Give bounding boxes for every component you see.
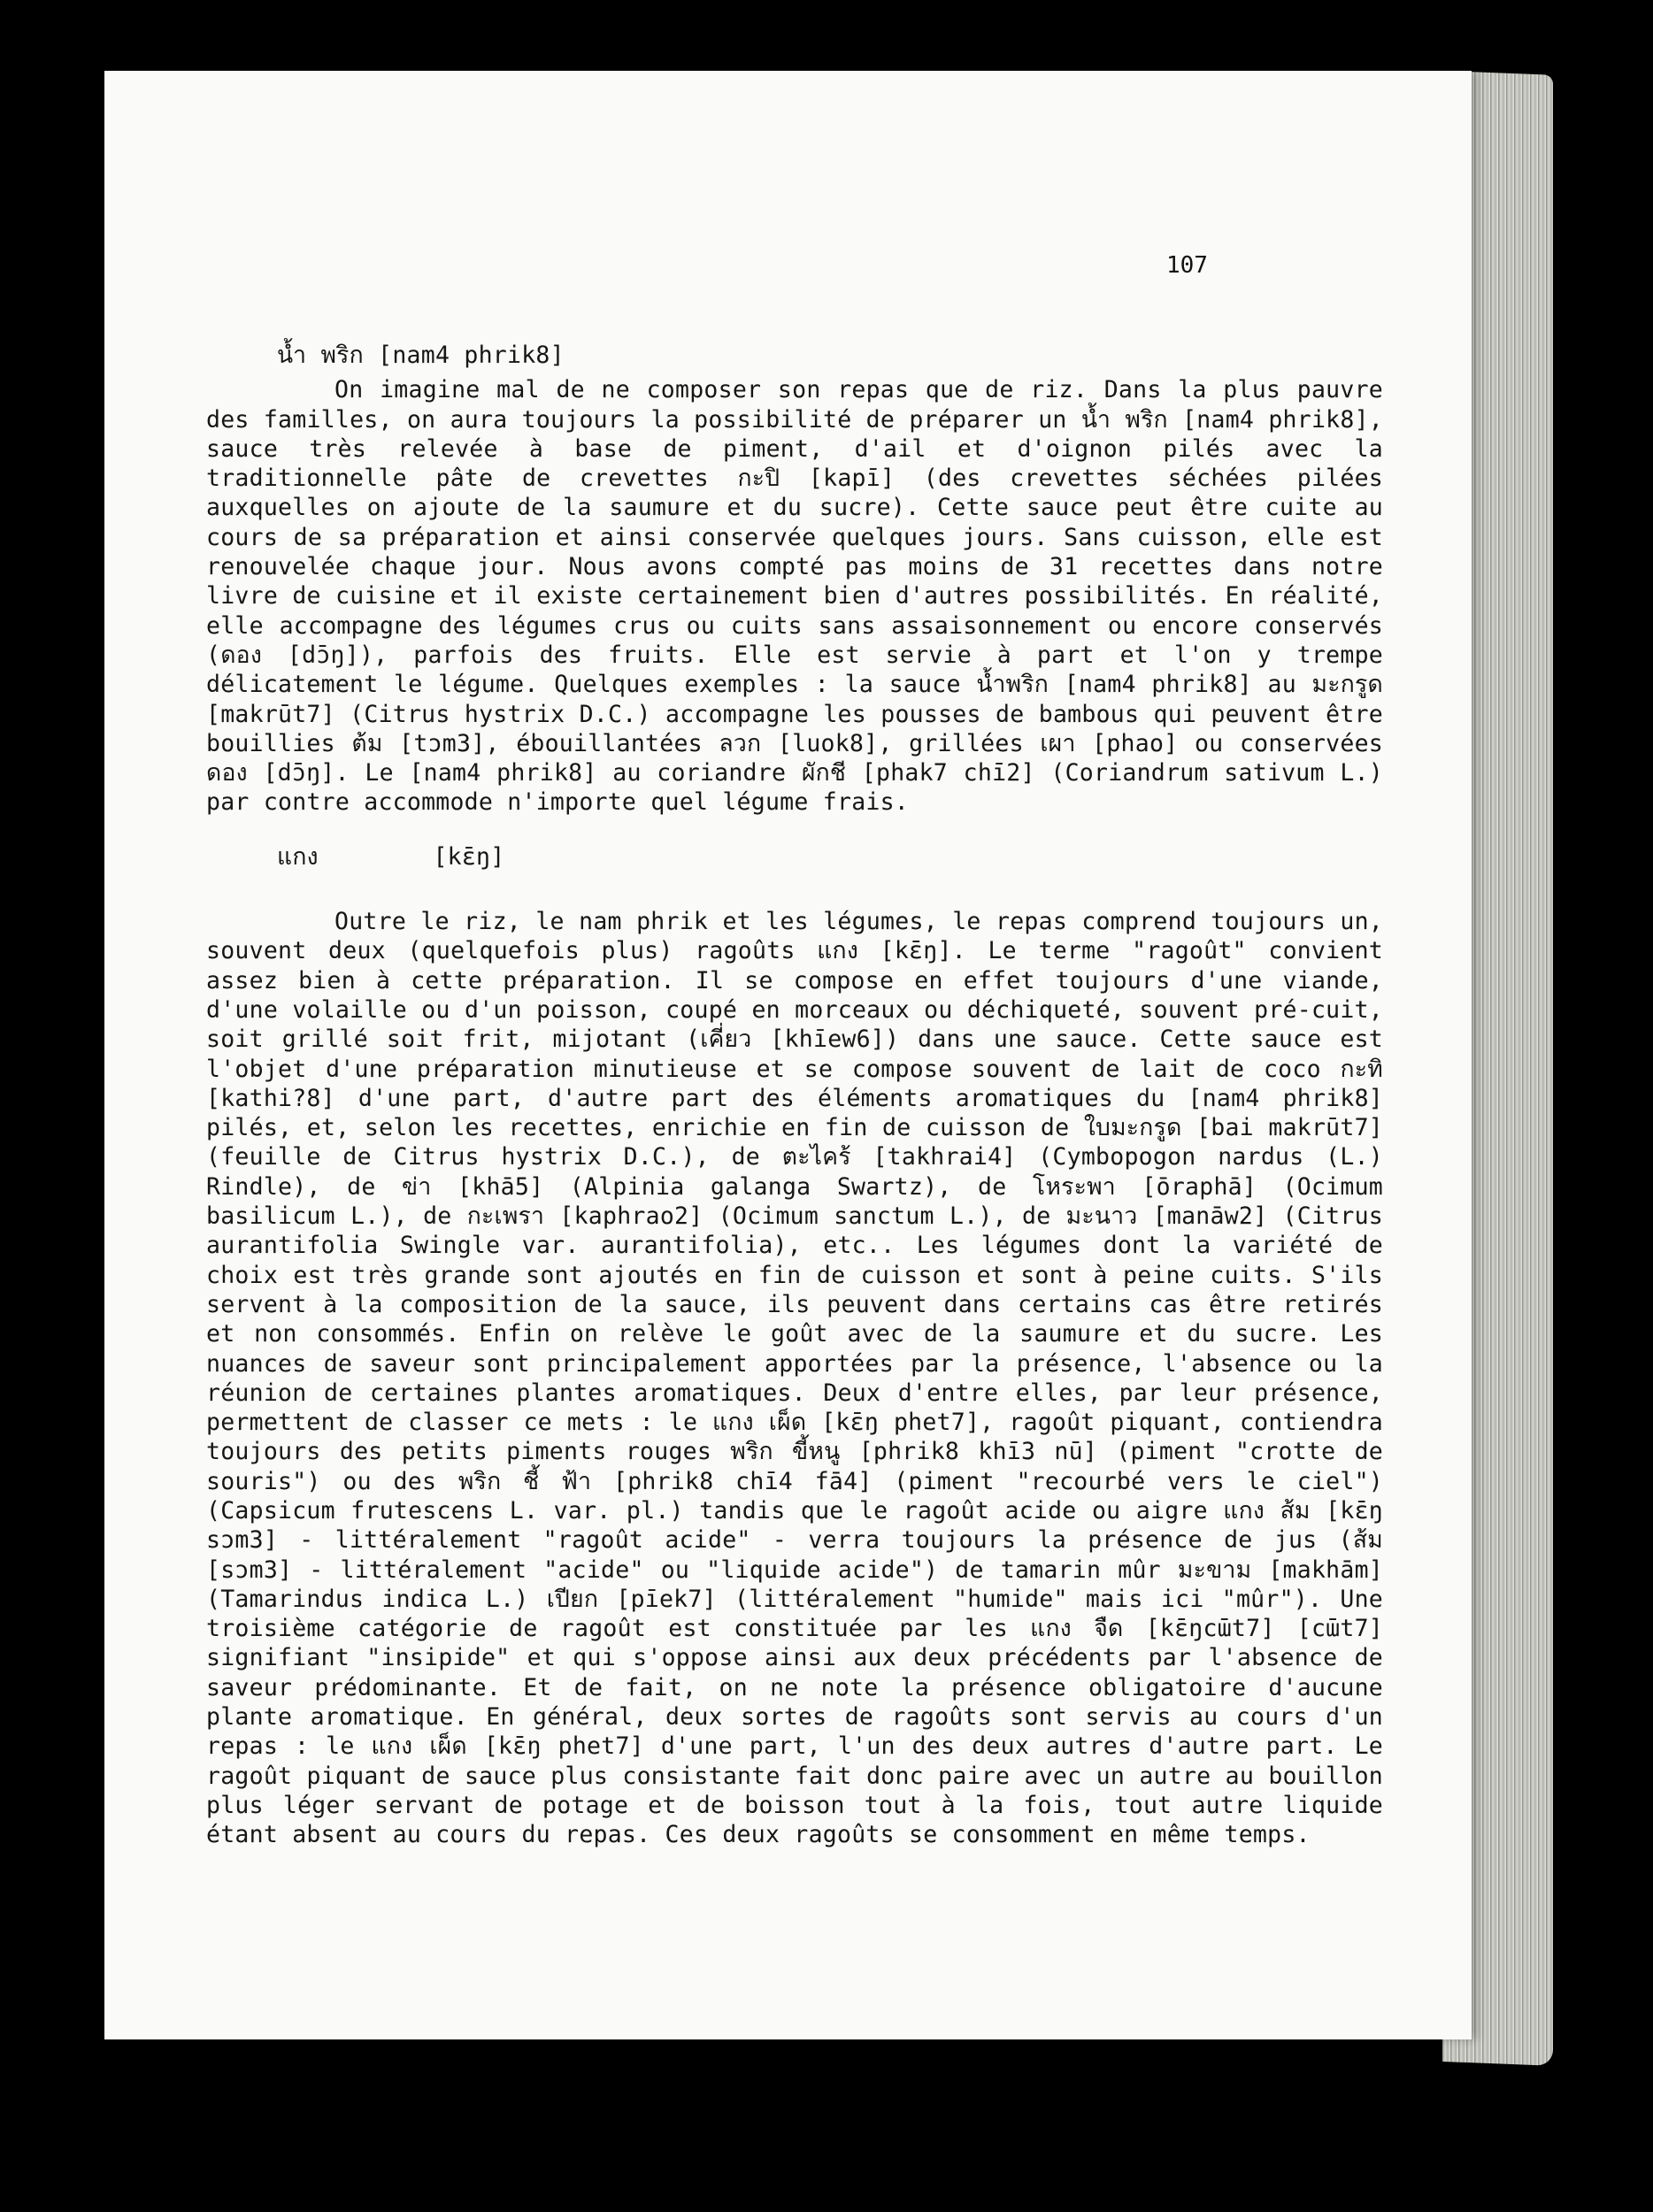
paragraph-kaeng: Outre le riz, le nam phrik et les légumes, le repas comprend toujours un, souvent deux (quelquefois plus) ragoûts แกง [kɛ̄ŋ]. Le terme "ragoût" convient assez bien à cette préparation. Il se compose en effet toujours d'une viande, d'une volaille ou d'un poisson, coupé en morceaux ou déchiqueté, souvent pré-cuit, soit grillé soit frit, mijotant (เคี่ยว [khīew6]) dans une sauce. Cette sauce est l'objet d'une préparation minutieuse et se compose souvent de lait de coco กะทิ [kathi?8] d'une part, d'autre part des éléments aromatiques du [nam4 phrik8] pilés, et, selon les recettes, enrichie en fin de cuisson de ใบมะกรูด [bai makrūt7] (feuille de Citrus hystrix D.C.), de ตะไคร้ [takhrai4] (Cymbopogon nardus (L.) Rindle), de ข่า [khā5] (Alpinia galanga Swartz), de โหระพา [ōraphā] (Ocimum basilicum L.), de กะเพรา [kaphrao2] (Ocimum sanctum L.), de มะนาว [manāw2] (Citrus aurantifolia Swingle var. aurantifolia), etc.. Les légumes dont la variété de choix est très grande sont ajoutés en fin de cuisson et sont à peine cuits. S'ils servent à la composition de la sauce, ils peuvent dans certains cas être retirés et non consommés. Enfin on relève le goût avec de la saumure et du sucre. Les nuances de saveur sont principalement apportées par la présence, l'absence ou la réunion de certaines plantes aromatiques. Deux d'entre elles, par leur présence, permettent de classer ce mets : le แกง เผ็ด [kɛ̄ŋ phet7], ragoût piquant, contiendra toujours des petits piments rouges พริก ขี้หนู [phrik8 khī3 nū] (piment "crotte de souris") ou des พริก ชี้ ฟ้า [phrik8 chī4 fā4] (piment "recourbé vers le ciel") (Capsicum frutescens L. var. pl.) tandis que le ragoût acide ou aigre แกง ส้ม [kɛ̄ŋ sɔm3] - littéralement "ragoût acide" - verra toujours la présence de jus (ส้ม [sɔm3] - littéralement "acide" ou "liquide acide") de tamarin mûr มะขาม [makhām] (Tamarindus indica L.) เปียก [pīek7] (littéralement "humide" mais ici "mûr"). Une troisième catégorie de ragoût est constituée par les แกง จืด [kɛ̄ŋcɯ̄t7] [cɯ̄t7] signifiant "insipide" et qui s'oppose ainsi aux deux précédents par l'absence de saveur prédominante. Et de fait, on ne note la présence obligatoire d'aucune plante aromatique. En général, deux sortes de ragoûts sont servis au cours d'un repas : le แกง เผ็ด [kɛ̄ŋ phet7] d'une part, l'un des deux autres d'autre part. Le ragoût piquant de sauce plus consistante fait donc paire avec un autre au bouillon plus léger servant de potage et de boisson tout à la fois, tout autre liquide étant absent au cours du repas. Ces deux ragoûts se consomment en même temps. <box>206 908 1383 1849</box>
page-number: 107 <box>1166 252 1208 279</box>
section-heading-kaeng: แกง [kɛ̄ŋ] <box>277 842 505 871</box>
page-body <box>206 341 1383 1850</box>
book-page <box>104 71 1472 2039</box>
paragraph-nam-phrik: On imagine mal de ne composer son repas que de riz. Dans la plus pauvre des familles, on aura toujours la possibilité de préparer un น้ำ พริก [nam4 phrik8], sauce très relevée à base de piment, d'ail et d'oignon pilés avec la traditionnelle pâte de crevettes กะปิ [kapī] (des crevettes séchées pilées auxquelles on ajoute de la saumure et du sucre). Cette sauce peut être cuite au cours de sa préparation et ainsi conservée quelques jours. Sans cuisson, elle est renouvelée chaque jour. Nous avons compté pas moins de 31 recettes dans notre livre de cuisine et il existe certainement bien d'autres possibilités. En réalité, elle accompagne des légumes crus ou cuits sans assaisonnement ou encore conservés (ดอง [dɔ̄ŋ]), parfois des fruits. Elle est servie à part et l'on y trempe délicatement le légume. Quelques exemples : la sauce น้ำพริก [nam4 phrik8] au มะกรูด [makrūt7] (Citrus hystrix D.C.) accompagne les pousses de bambous qui peuvent être bouillies ต้ม [tɔm3], ébouillantées ลวก [luok8], grillées เผา [phao] ou conservées ดอง [dɔ̄ŋ]. Le [nam4 phrik8] au coriandre ผักชี [phak7 chī2] (Coriandrum sativum L.) par contre accommode n'importe quel légume frais. <box>206 376 1383 817</box>
section-heading-nam-phrik: น้ำ พริก [nam4 phrik8] <box>277 342 565 369</box>
